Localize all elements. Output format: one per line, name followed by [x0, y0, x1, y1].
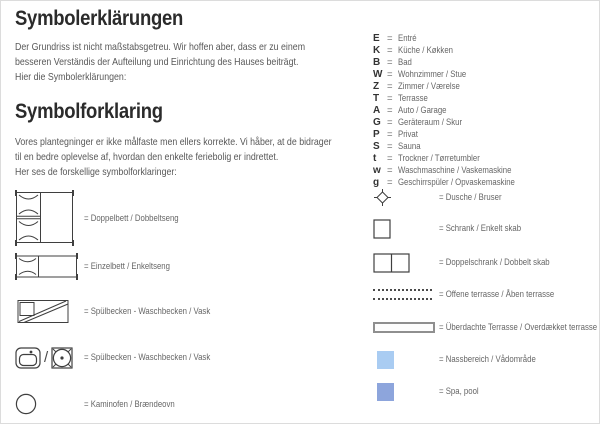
symbol-row-shower — [373, 189, 515, 206]
legend-label: Bad — [398, 56, 412, 68]
equals-sign: = — [387, 32, 393, 44]
symbol-row-single-bed — [15, 253, 189, 280]
legend-label: Zimmer / Værelse — [398, 80, 460, 92]
legend-letter: P — [373, 128, 380, 140]
letter-legend-row — [373, 176, 541, 188]
legend-letter: E — [373, 32, 380, 44]
danish-paragraph-line3: Her ses de forskellige symbolforklaringer: — [15, 166, 177, 178]
symbol-row-open-terrace — [373, 289, 580, 300]
single-cabinet-icon — [373, 219, 439, 239]
covered-terrace-icon — [373, 322, 439, 333]
symbol-row-wood-stove — [15, 393, 195, 415]
danish-paragraph — [15, 135, 392, 180]
german-section-title — [15, 7, 206, 31]
symbol-label: = Kaminofen / Brændeovn — [84, 398, 175, 410]
washbasin-icon — [51, 347, 73, 369]
german-paragraph-line2: besseren Verständis der Aufteilung und Einrichtung des Hauses beiträgt. — [15, 56, 299, 68]
symbol-label: = Spülbecken - Waschbecken / Vask — [84, 305, 211, 317]
wet-area-swatch — [373, 351, 439, 369]
equals-sign: = — [387, 116, 393, 128]
open-terrace-icon — [373, 289, 439, 300]
equals-sign: = — [387, 80, 393, 92]
letter-legend-row — [373, 128, 422, 140]
legend-label: Privat — [398, 128, 418, 140]
symbol-label: = Doppelbett / Dobbeltseng — [84, 212, 179, 224]
legend-letter: Z — [373, 80, 380, 92]
symbol-row-double-cabinet — [373, 252, 574, 273]
slash-separator: / — [44, 349, 49, 366]
symbol-row-single-cabinet — [373, 218, 539, 239]
equals-sign: = — [387, 104, 393, 116]
german-paragraph — [15, 40, 360, 85]
legend-letter: A — [373, 104, 381, 116]
danish-title-text: Symbolforklaring — [15, 100, 163, 123]
legend-label: Trockner / Tørretumbler — [398, 152, 480, 164]
symbol-row-wet-area — [373, 350, 557, 369]
legend-label: Wohnzimmer / Stue — [398, 68, 467, 80]
legend-label: Terrasse — [398, 92, 428, 104]
equals-sign: = — [387, 68, 393, 80]
symbol-label: = Spa, pool — [439, 386, 479, 397]
symbol-row-sinks — [15, 345, 238, 370]
legend-label: Sauna — [398, 140, 421, 152]
legend-label: Geräteraum / Skur — [398, 116, 463, 128]
letter-legend-row — [373, 32, 421, 44]
letter-legend-row — [373, 68, 481, 80]
letter-legend-row — [373, 140, 425, 152]
symbol-label: = Dusche / Bruser — [439, 192, 502, 203]
symbol-label: = Offene terrasse / Åben terrasse — [439, 289, 555, 300]
equals-sign: = — [387, 176, 393, 188]
double-bed-icon — [15, 190, 84, 246]
equals-sign: = — [387, 128, 393, 140]
double-cabinet-icon — [373, 253, 439, 273]
letter-legend-row — [373, 164, 536, 176]
symbol-row-spa-pool — [373, 382, 487, 401]
symbol-label: = Einzelbett / Enkeltseng — [84, 261, 170, 272]
spa-pool-swatch — [373, 383, 439, 401]
danish-paragraph-line1: Vores plantegninger er ikke målfaste men ellers korrekte. Vi håber, at de bidrager — [15, 136, 332, 148]
legend-letter: T — [373, 92, 380, 104]
symbol-label: = Überdachte Terrasse / Overdækket terrasse — [439, 321, 598, 333]
german-title-text: Symbolerklärungen — [15, 7, 184, 30]
symbol-row-double-bed — [15, 190, 199, 246]
shower-icon — [373, 189, 439, 206]
danish-paragraph-line2: til en bedre oplevelse af, hvordan den enkelte feriebolig er indrettet. — [15, 151, 279, 163]
letter-legend-row — [373, 104, 457, 116]
legend-label: Waschmaschine / Vaskemaskine — [398, 164, 512, 176]
letter-legend-row — [373, 116, 476, 128]
symbol-label: = Nassbereich / Vådområde — [439, 354, 536, 365]
legend-letter: S — [373, 140, 380, 152]
legend-letter: t — [373, 152, 377, 164]
legend-label: Küche / Køkken — [398, 44, 453, 56]
symbol-label: = Spülbecken - Waschbecken / Vask — [84, 352, 211, 363]
letter-legend-row — [373, 152, 498, 164]
kitchen-sink-and-washbasin-icon — [15, 347, 84, 369]
equals-sign: = — [387, 56, 393, 68]
equals-sign: = — [387, 44, 393, 56]
letter-legend-row — [373, 92, 434, 104]
equals-sign: = — [387, 140, 393, 152]
legend-letter: K — [373, 44, 381, 56]
symbol-label: = Doppelschrank / Dobbelt skab — [439, 257, 550, 268]
symbol-row-covered-terrace — [373, 321, 600, 333]
legend-letter: W — [373, 68, 383, 80]
legend-label: Geschirrspüler / Opvaskemaskine — [398, 176, 515, 188]
bunk-bed-icon — [15, 299, 84, 324]
danish-section-title — [15, 100, 183, 124]
legend-letter: g — [373, 176, 380, 188]
equals-sign: = — [387, 152, 393, 164]
symbol-row-bunk-bed — [15, 298, 238, 324]
german-paragraph-line1: Der Grundriss ist nicht maßstabsgetreu. Wir hoffen aber, dass er zu einem — [15, 41, 306, 53]
equals-sign: = — [387, 164, 393, 176]
legend-letter: B — [373, 56, 381, 68]
letter-legend-row — [373, 44, 465, 56]
wood-stove-icon — [15, 393, 84, 415]
german-paragraph-line3: Hier die Symbolerklärungen: — [15, 71, 127, 83]
letter-legend-row — [373, 56, 415, 68]
single-bed-icon — [15, 253, 84, 280]
letter-legend-row — [373, 80, 473, 92]
legend-letter: G — [373, 116, 381, 128]
symbol-label: = Schrank / Enkelt skab — [439, 223, 522, 234]
legend-letter: w — [373, 164, 381, 176]
legend-label: Auto / Garage — [398, 104, 447, 116]
legend-label: Entré — [398, 32, 417, 44]
kitchen-sink-icon — [15, 347, 41, 369]
equals-sign: = — [387, 92, 393, 104]
